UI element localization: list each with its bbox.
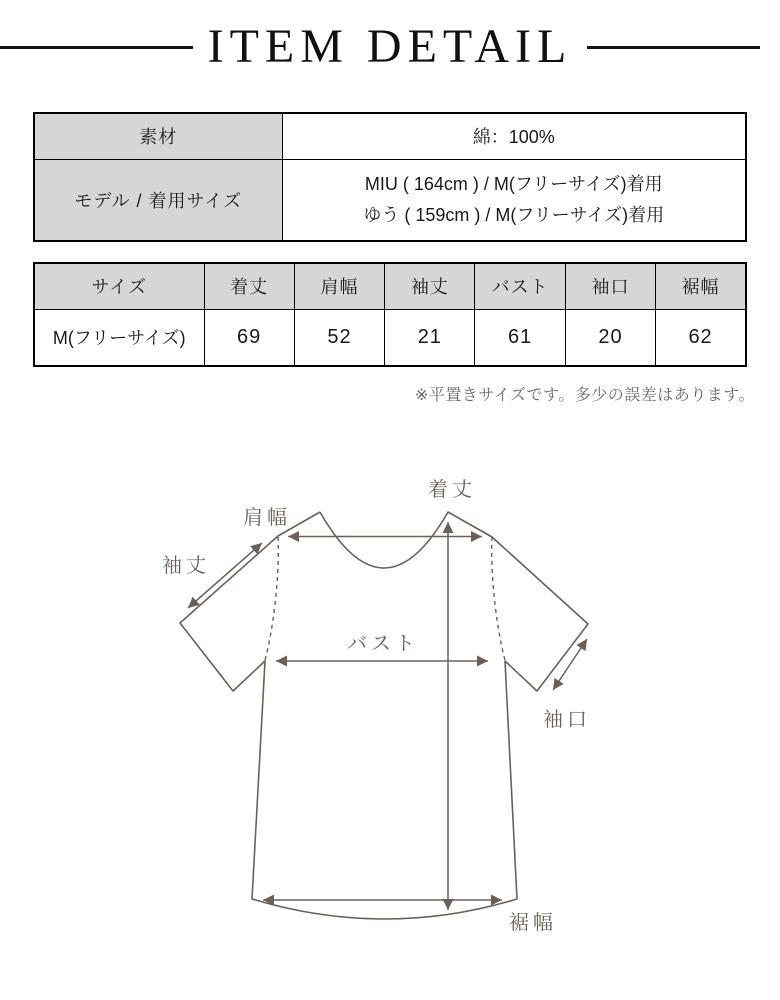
- model-label-cell: モデル / 着用サイズ: [34, 159, 282, 241]
- cuff-label: 袖口: [543, 709, 591, 731]
- hem-width-label: 裾幅: [509, 912, 557, 934]
- cell-sleeve-value: 21: [385, 309, 475, 366]
- col-header-shoulder: 肩幅: [294, 263, 384, 309]
- model-line-1: MIU ( 164cm ) / M(フリーサイズ)着用: [364, 173, 663, 194]
- cell-cuff-value: 20: [565, 309, 655, 366]
- material-value-cell: 綿：100%: [282, 113, 746, 159]
- tshirt-outline: [180, 512, 588, 919]
- cell-shoulder-value: 52: [294, 309, 384, 366]
- sleeve-length-label: 袖丈: [162, 555, 210, 577]
- length-label: 着丈: [428, 479, 476, 501]
- col-header-size: サイズ: [34, 263, 204, 309]
- col-header-bust: バスト: [475, 263, 565, 309]
- left-armhole-seam-line: [265, 537, 278, 660]
- col-header-sleeve: 袖丈: [385, 263, 475, 309]
- cell-hem-value: 62: [656, 309, 746, 366]
- cell-bust-value: 61: [475, 309, 565, 366]
- model-value-cell: [282, 159, 746, 241]
- flat-measurement-note: ※平置きサイズです。多少の誤差はあります。: [414, 387, 755, 404]
- right-armhole-seam-line: [492, 537, 505, 660]
- size-table: [33, 262, 747, 367]
- page-title: ITEM DETAIL: [207, 20, 573, 73]
- cell-size-name: M(フリーサイズ): [34, 309, 204, 366]
- size-table-header-row: [34, 263, 746, 309]
- model-line-2: ゆう ( 159cm ) / M(フリーサイズ)着用: [363, 204, 665, 225]
- col-header-cuff: 袖口: [565, 263, 655, 309]
- shoulder-width-label: 肩幅: [243, 507, 291, 529]
- tshirt-measurement-diagram: [0, 440, 780, 980]
- table-row: [34, 113, 746, 159]
- material-label-cell: 素材: [34, 113, 282, 159]
- bust-label: バスト: [347, 633, 419, 655]
- col-header-length: 着丈: [204, 263, 294, 309]
- size-table-data-row: [34, 309, 746, 366]
- table-row: [34, 159, 746, 241]
- spec-table: [33, 112, 747, 242]
- cell-length-value: 69: [204, 309, 294, 366]
- col-header-hem: 裾幅: [656, 263, 746, 309]
- header-rule-right: [587, 46, 760, 49]
